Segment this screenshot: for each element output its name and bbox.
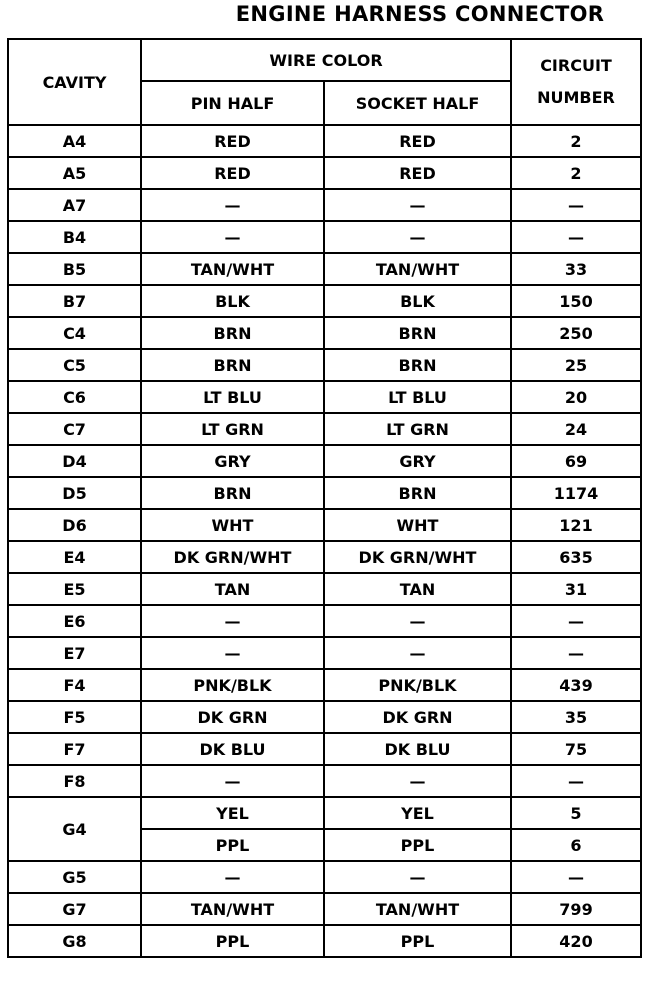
pin-half-cell: BRN: [141, 349, 324, 381]
table-row: [8, 445, 641, 477]
header-circuit-number: CIRCUIT NUMBER: [511, 39, 641, 125]
cavity-cell: C4: [8, 317, 141, 349]
socket-half-cell: PNK/BLK: [324, 669, 511, 701]
table-row: [8, 669, 641, 701]
pin-half-cell: DK GRN: [141, 701, 324, 733]
table-row: [8, 861, 641, 893]
pin-half-cell: DK BLU: [141, 733, 324, 765]
table-row: [8, 925, 641, 957]
cavity-cell: B4: [8, 221, 141, 253]
table-row: [8, 893, 641, 925]
pin-half-cell: —: [141, 189, 324, 221]
cavity-cell: F8: [8, 765, 141, 797]
circuit-number-cell: —: [511, 189, 641, 221]
circuit-number-cell: 25: [511, 349, 641, 381]
cavity-cell: G4: [8, 797, 141, 861]
cavity-cell: G8: [8, 925, 141, 957]
socket-half-cell: —: [324, 189, 511, 221]
cavity-cell: E5: [8, 573, 141, 605]
pin-half-cell: —: [141, 765, 324, 797]
cavity-cell: F4: [8, 669, 141, 701]
circuit-number-cell: 150: [511, 285, 641, 317]
cavity-cell: B7: [8, 285, 141, 317]
socket-half-cell: TAN: [324, 573, 511, 605]
pin-half-cell: —: [141, 637, 324, 669]
circuit-number-cell: —: [511, 637, 641, 669]
cavity-cell: D4: [8, 445, 141, 477]
circuit-number-cell: 121: [511, 509, 641, 541]
table-row: [8, 381, 641, 413]
table-row: [8, 125, 641, 157]
circuit-number-cell: 2: [511, 157, 641, 189]
circuit-number-cell: 250: [511, 317, 641, 349]
socket-half-cell: GRY: [324, 445, 511, 477]
socket-half-cell: LT GRN: [324, 413, 511, 445]
socket-half-cell: —: [324, 765, 511, 797]
socket-half-cell: BLK: [324, 285, 511, 317]
table-row: [8, 317, 641, 349]
table-row: [8, 221, 641, 253]
table-row: [8, 701, 641, 733]
circuit-number-cell: 33: [511, 253, 641, 285]
circuit-number-cell: 5: [511, 797, 641, 829]
page-title: ENGINE HARNESS CONNECTOR: [235, 2, 605, 26]
socket-half-cell: —: [324, 221, 511, 253]
cavity-cell: B5: [8, 253, 141, 285]
circuit-number-cell: 69: [511, 445, 641, 477]
circuit-number-cell: —: [511, 605, 641, 637]
socket-half-cell: PPL: [324, 829, 511, 861]
cavity-cell: A4: [8, 125, 141, 157]
table-row: [8, 157, 641, 189]
cavity-cell: E4: [8, 541, 141, 573]
pin-half-cell: RED: [141, 157, 324, 189]
header-cavity: CAVITY: [8, 39, 141, 125]
table-row: [8, 541, 641, 573]
cavity-cell: A5: [8, 157, 141, 189]
pin-half-cell: BLK: [141, 285, 324, 317]
table-row: [8, 285, 641, 317]
circuit-number-cell: 635: [511, 541, 641, 573]
table-row: [8, 349, 641, 381]
table-body: [8, 125, 641, 957]
table-row: [8, 477, 641, 509]
circuit-number-cell: 35: [511, 701, 641, 733]
socket-half-cell: RED: [324, 157, 511, 189]
circuit-number-cell: —: [511, 861, 641, 893]
socket-half-cell: WHT: [324, 509, 511, 541]
header-socket-half: SOCKET HALF: [324, 81, 511, 125]
pin-half-cell: LT BLU: [141, 381, 324, 413]
circuit-number-cell: 75: [511, 733, 641, 765]
table-row: [8, 253, 641, 285]
socket-half-cell: BRN: [324, 477, 511, 509]
cavity-cell: C6: [8, 381, 141, 413]
socket-half-cell: YEL: [324, 797, 511, 829]
table-row: [8, 797, 641, 829]
pin-half-cell: WHT: [141, 509, 324, 541]
table-row: [8, 733, 641, 765]
circuit-number-cell: 2: [511, 125, 641, 157]
pin-half-cell: —: [141, 221, 324, 253]
connector-table: [7, 38, 642, 958]
table-row: [8, 509, 641, 541]
circuit-number-cell: 799: [511, 893, 641, 925]
socket-half-cell: —: [324, 605, 511, 637]
socket-half-cell: —: [324, 637, 511, 669]
pin-half-cell: —: [141, 861, 324, 893]
header-pin-half: PIN HALF: [141, 81, 324, 125]
cavity-cell: D5: [8, 477, 141, 509]
pin-half-cell: YEL: [141, 797, 324, 829]
pin-half-cell: RED: [141, 125, 324, 157]
socket-half-cell: LT BLU: [324, 381, 511, 413]
socket-half-cell: DK BLU: [324, 733, 511, 765]
table-row: [8, 637, 641, 669]
table-row: [8, 413, 641, 445]
pin-half-cell: TAN/WHT: [141, 253, 324, 285]
socket-half-cell: BRN: [324, 317, 511, 349]
socket-half-cell: TAN/WHT: [324, 893, 511, 925]
cavity-cell: E7: [8, 637, 141, 669]
socket-half-cell: DK GRN: [324, 701, 511, 733]
circuit-number-cell: 20: [511, 381, 641, 413]
cavity-cell: G7: [8, 893, 141, 925]
pin-half-cell: TAN/WHT: [141, 893, 324, 925]
table-row: [8, 189, 641, 221]
pin-half-cell: BRN: [141, 477, 324, 509]
pin-half-cell: PPL: [141, 925, 324, 957]
table-row: [8, 605, 641, 637]
pin-half-cell: PPL: [141, 829, 324, 861]
socket-half-cell: BRN: [324, 349, 511, 381]
circuit-number-cell: 6: [511, 829, 641, 861]
circuit-number-cell: 24: [511, 413, 641, 445]
circuit-number-cell: —: [511, 765, 641, 797]
socket-half-cell: RED: [324, 125, 511, 157]
pin-half-cell: DK GRN/WHT: [141, 541, 324, 573]
cavity-cell: C7: [8, 413, 141, 445]
cavity-cell: E6: [8, 605, 141, 637]
cavity-cell: F7: [8, 733, 141, 765]
circuit-number-cell: 1174: [511, 477, 641, 509]
cavity-cell: D6: [8, 509, 141, 541]
pin-half-cell: LT GRN: [141, 413, 324, 445]
socket-half-cell: DK GRN/WHT: [324, 541, 511, 573]
pin-half-cell: BRN: [141, 317, 324, 349]
socket-half-cell: TAN/WHT: [324, 253, 511, 285]
circuit-number-cell: —: [511, 221, 641, 253]
pin-half-cell: GRY: [141, 445, 324, 477]
circuit-number-cell: 439: [511, 669, 641, 701]
pin-half-cell: PNK/BLK: [141, 669, 324, 701]
pin-half-cell: TAN: [141, 573, 324, 605]
socket-half-cell: PPL: [324, 925, 511, 957]
cavity-cell: C5: [8, 349, 141, 381]
circuit-number-cell: 420: [511, 925, 641, 957]
cavity-cell: G5: [8, 861, 141, 893]
table-row: [8, 573, 641, 605]
cavity-cell: F5: [8, 701, 141, 733]
header-wire-color: WIRE COLOR: [141, 39, 511, 81]
pin-half-cell: —: [141, 605, 324, 637]
table-row: [8, 765, 641, 797]
circuit-number-cell: 31: [511, 573, 641, 605]
socket-half-cell: —: [324, 861, 511, 893]
cavity-cell: A7: [8, 189, 141, 221]
